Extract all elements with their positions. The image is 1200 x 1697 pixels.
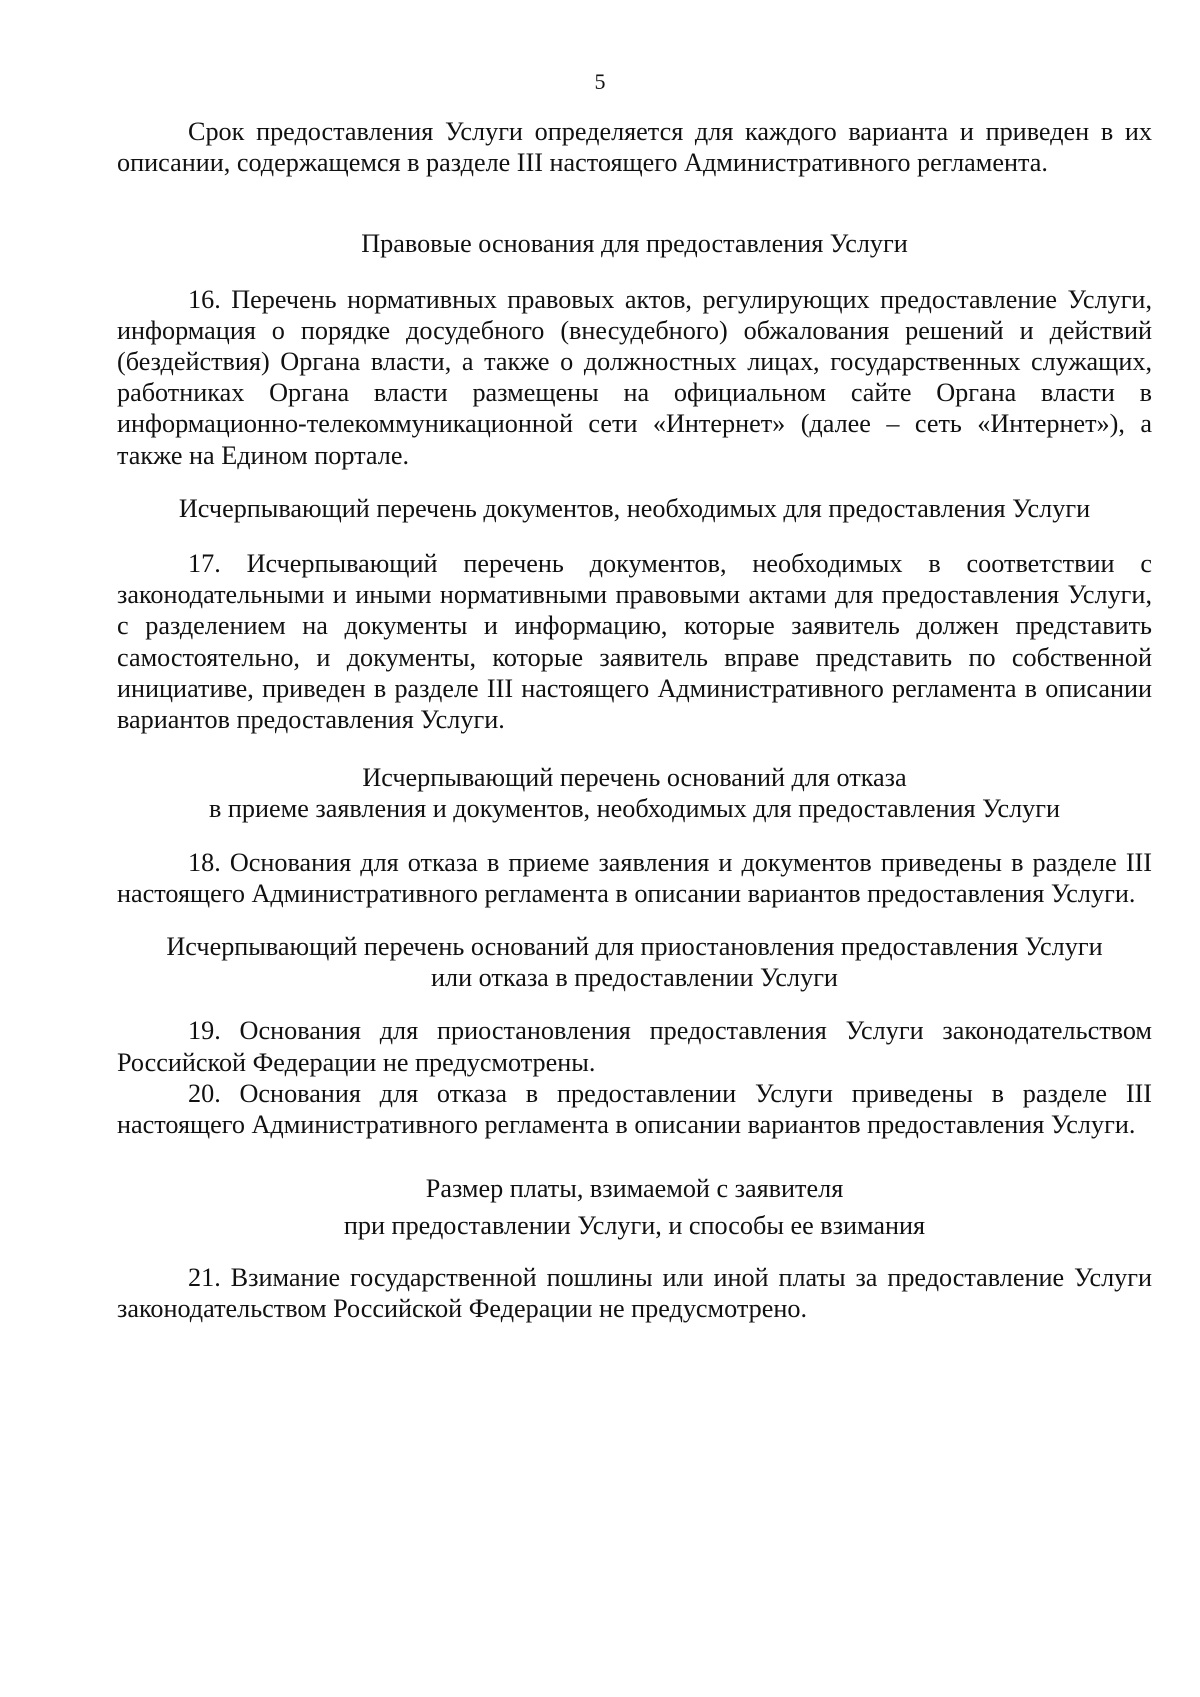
heading-documents-list: [117, 493, 1152, 524]
paragraph-20: 20. Основания для отказа в предоставлении Услуги приведены в разделе III настоящего Административного регламента в описании вариантов предоставления Услуги.: [117, 1078, 1152, 1140]
document-body: [117, 116, 1152, 1325]
paragraph-19: 19. Основания для приостановления предоставления Услуги законодательством Российской Федерации не предусмотрены.: [117, 1016, 1152, 1077]
paragraph-17: 17. Исчерпывающий перечень документов, необходимых в соответствии с законодательными и иными нормативными правовыми актами для предоставления Услуги, с разделением на документы и информацию, которые заявитель должен представить самостоятельно, и документы, которые заявитель вправе представить по собственной инициативе, приведен в разделе III настоящего Административного регламента в описании вариантов предоставления Услуги.: [117, 549, 1152, 735]
heading-documents-list-text: Исчерпывающий перечень документов, необходимых для предоставления Услуги: [178, 493, 1091, 523]
heading-refusal-grounds-line1: Исчерпывающий перечень оснований для отказа: [362, 763, 907, 793]
page-number: 5: [594, 69, 606, 94]
heading-refusal-grounds-line2: в приеме заявления и документов, необходимых для предоставления Услуги: [208, 794, 1061, 824]
heading-fee-line2: при предоставлении Услуги, и способы ее взимания: [343, 1211, 926, 1241]
heading-suspension-grounds-line2: или отказа в предоставлении Услуги: [431, 963, 838, 993]
heading-legal-grounds: [117, 228, 1152, 259]
heading-fee: [117, 1170, 1152, 1244]
heading-suspension-grounds: [117, 931, 1152, 993]
paragraph-16: 16. Перечень нормативных правовых актов, регулирующих предоставление Услуги, информация о порядке досудебного (внесудебного) обжалования решений и действий (бездействия) Органа власти, а также о должностных лицах, государственных служащих, работниках Органа власти размещены на официальном сайте Органа власти в информационно-телекоммуникационной сети «Интернет» (далее – сеть «Интернет»), а также на Едином портале.: [117, 284, 1152, 470]
paragraph-21: 21. Взимание государственной пошлины или иной платы за предоставление Услуги законодательством Российской Федерации не предусмотрено.: [117, 1263, 1152, 1324]
heading-fee-line1: Размер платы, взимаемой с заявителя: [425, 1174, 844, 1204]
heading-legal-grounds-text: Правовые основания для предоставления Услуги: [361, 229, 908, 259]
paragraph-service-term: Срок предоставления Услуги определяется для каждого варианта и приведен в их описании, содержащемся в разделе III настоящего Административного регламента.: [117, 117, 1152, 178]
paragraph-18: 18. Основания для отказа в приеме заявления и документов приведены в разделе III настоящего Административного регламента в описании вариантов предоставления Услуги.: [117, 847, 1152, 908]
heading-refusal-grounds: [117, 762, 1152, 824]
heading-suspension-grounds-line1: Исчерпывающий перечень оснований для приостановления предоставления Услуги: [166, 932, 1103, 962]
